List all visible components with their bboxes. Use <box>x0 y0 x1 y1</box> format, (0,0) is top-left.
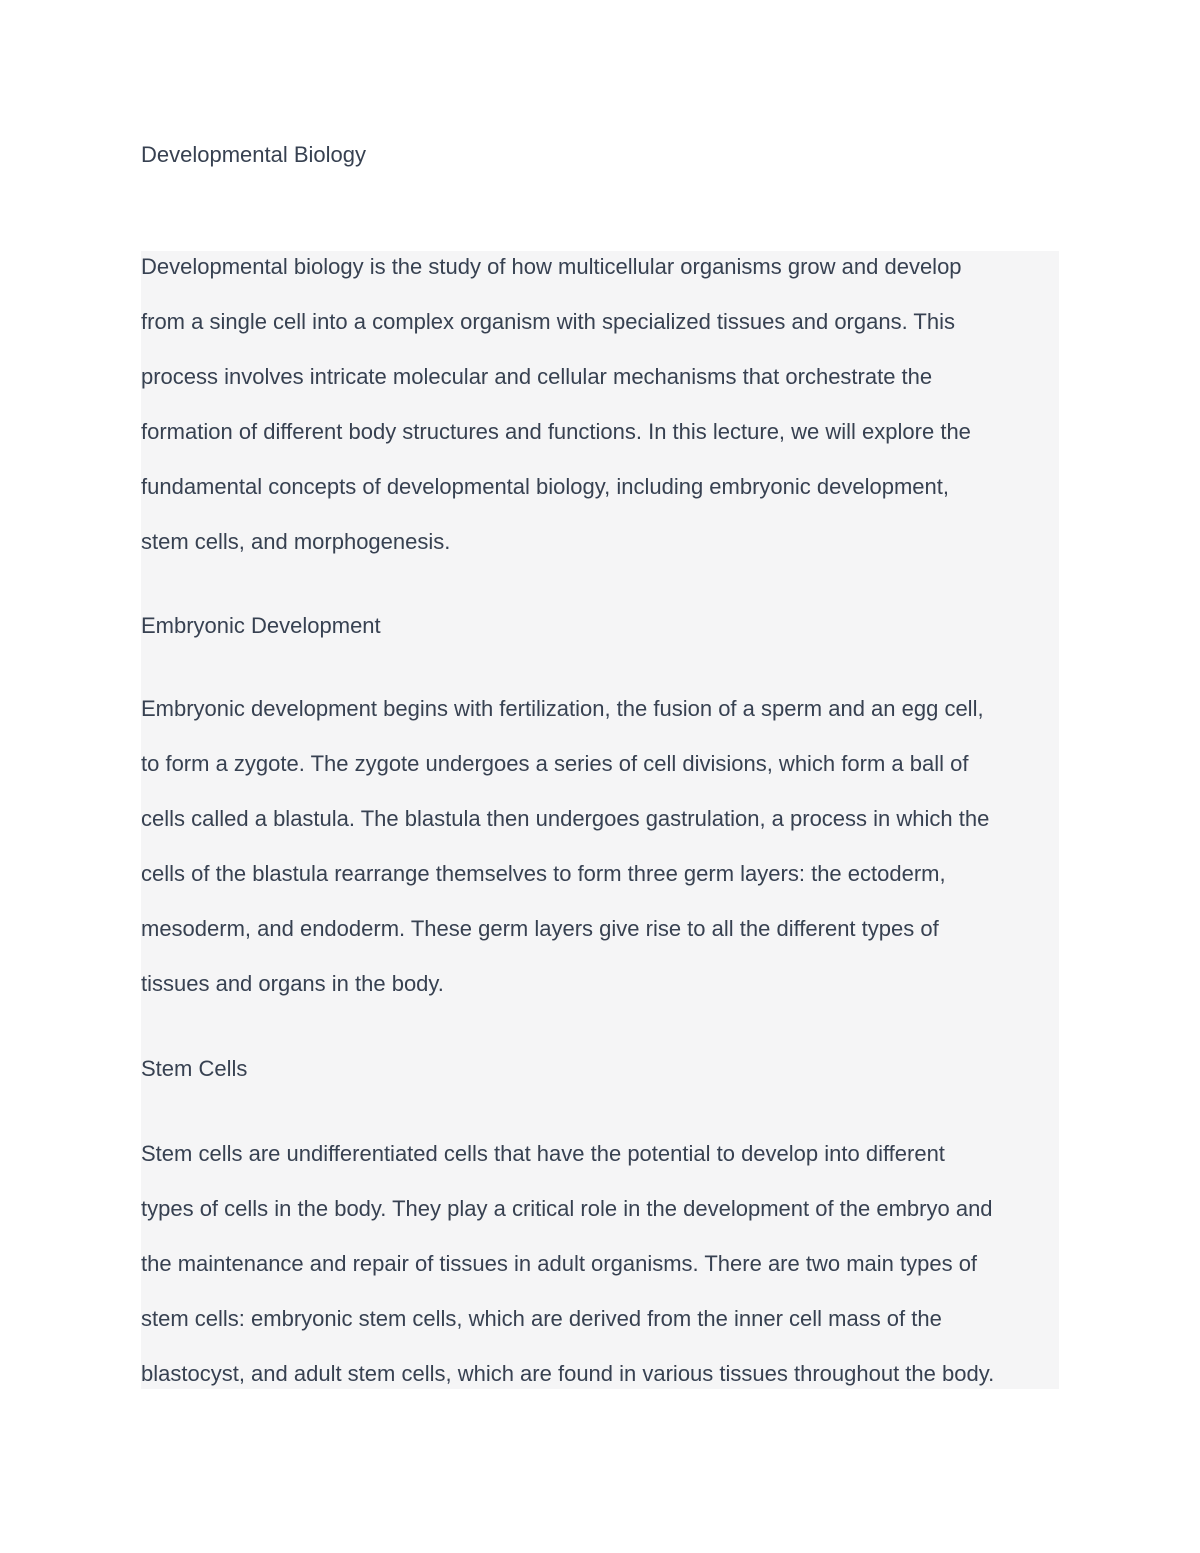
paragraph-line: Developmental biology is the study of how multicellular organisms grow and develop <box>141 254 962 279</box>
paragraph-line: Stem cells are undifferentiated cells that have the potential to develop into different <box>141 1141 945 1166</box>
paragraph-line: to form a zygote. The zygote undergoes a series of cell divisions, which form a ball of <box>141 751 969 776</box>
page-title: Developmental Biology <box>141 142 367 167</box>
paragraph-line: stem cells: embryonic stem cells, which are derived from the inner cell mass of the <box>141 1306 942 1331</box>
intro-paragraph <box>141 239 971 569</box>
paragraph-line: the maintenance and repair of tissues in adult organisms. There are two main types of <box>141 1251 978 1276</box>
paragraph-line: process involves intricate molecular and cellular mechanisms that orchestrate the <box>141 364 933 389</box>
paragraph-line: mesoderm, and endoderm. These germ layers give rise to all the different types of <box>141 916 939 941</box>
paragraph-line: fundamental concepts of developmental biology, including embryonic development, <box>141 474 949 499</box>
content-block <box>141 251 1059 1389</box>
paragraph-line: types of cells in the body. They play a critical role in the development of the embryo and <box>141 1196 993 1221</box>
paragraph-line: Embryonic development begins with fertilization, the fusion of a sperm and an egg cell, <box>141 696 984 721</box>
section-heading-stem-cells: Stem Cells <box>141 1056 248 1081</box>
paragraph-line: tissues and organs in the body. <box>141 971 444 996</box>
embryonic-development-paragraph <box>141 681 989 1011</box>
paragraph-line: stem cells, and morphogenesis. <box>141 529 451 554</box>
section-heading-embryonic-development: Embryonic Development <box>141 613 381 638</box>
stem-cells-paragraph <box>141 1126 994 1401</box>
paragraph-line: cells of the blastula rearrange themselves to form three germ layers: the ectoderm, <box>141 861 946 886</box>
paragraph-line: from a single cell into a complex organism with specialized tissues and organs. This <box>141 309 955 334</box>
paragraph-line: blastocyst, and adult stem cells, which are found in various tissues throughout the body. <box>141 1361 995 1386</box>
paragraph-line: formation of different body structures and functions. In this lecture, we will explore the <box>141 419 971 444</box>
paragraph-line: cells called a blastula. The blastula then undergoes gastrulation, a process in which the <box>141 806 990 831</box>
